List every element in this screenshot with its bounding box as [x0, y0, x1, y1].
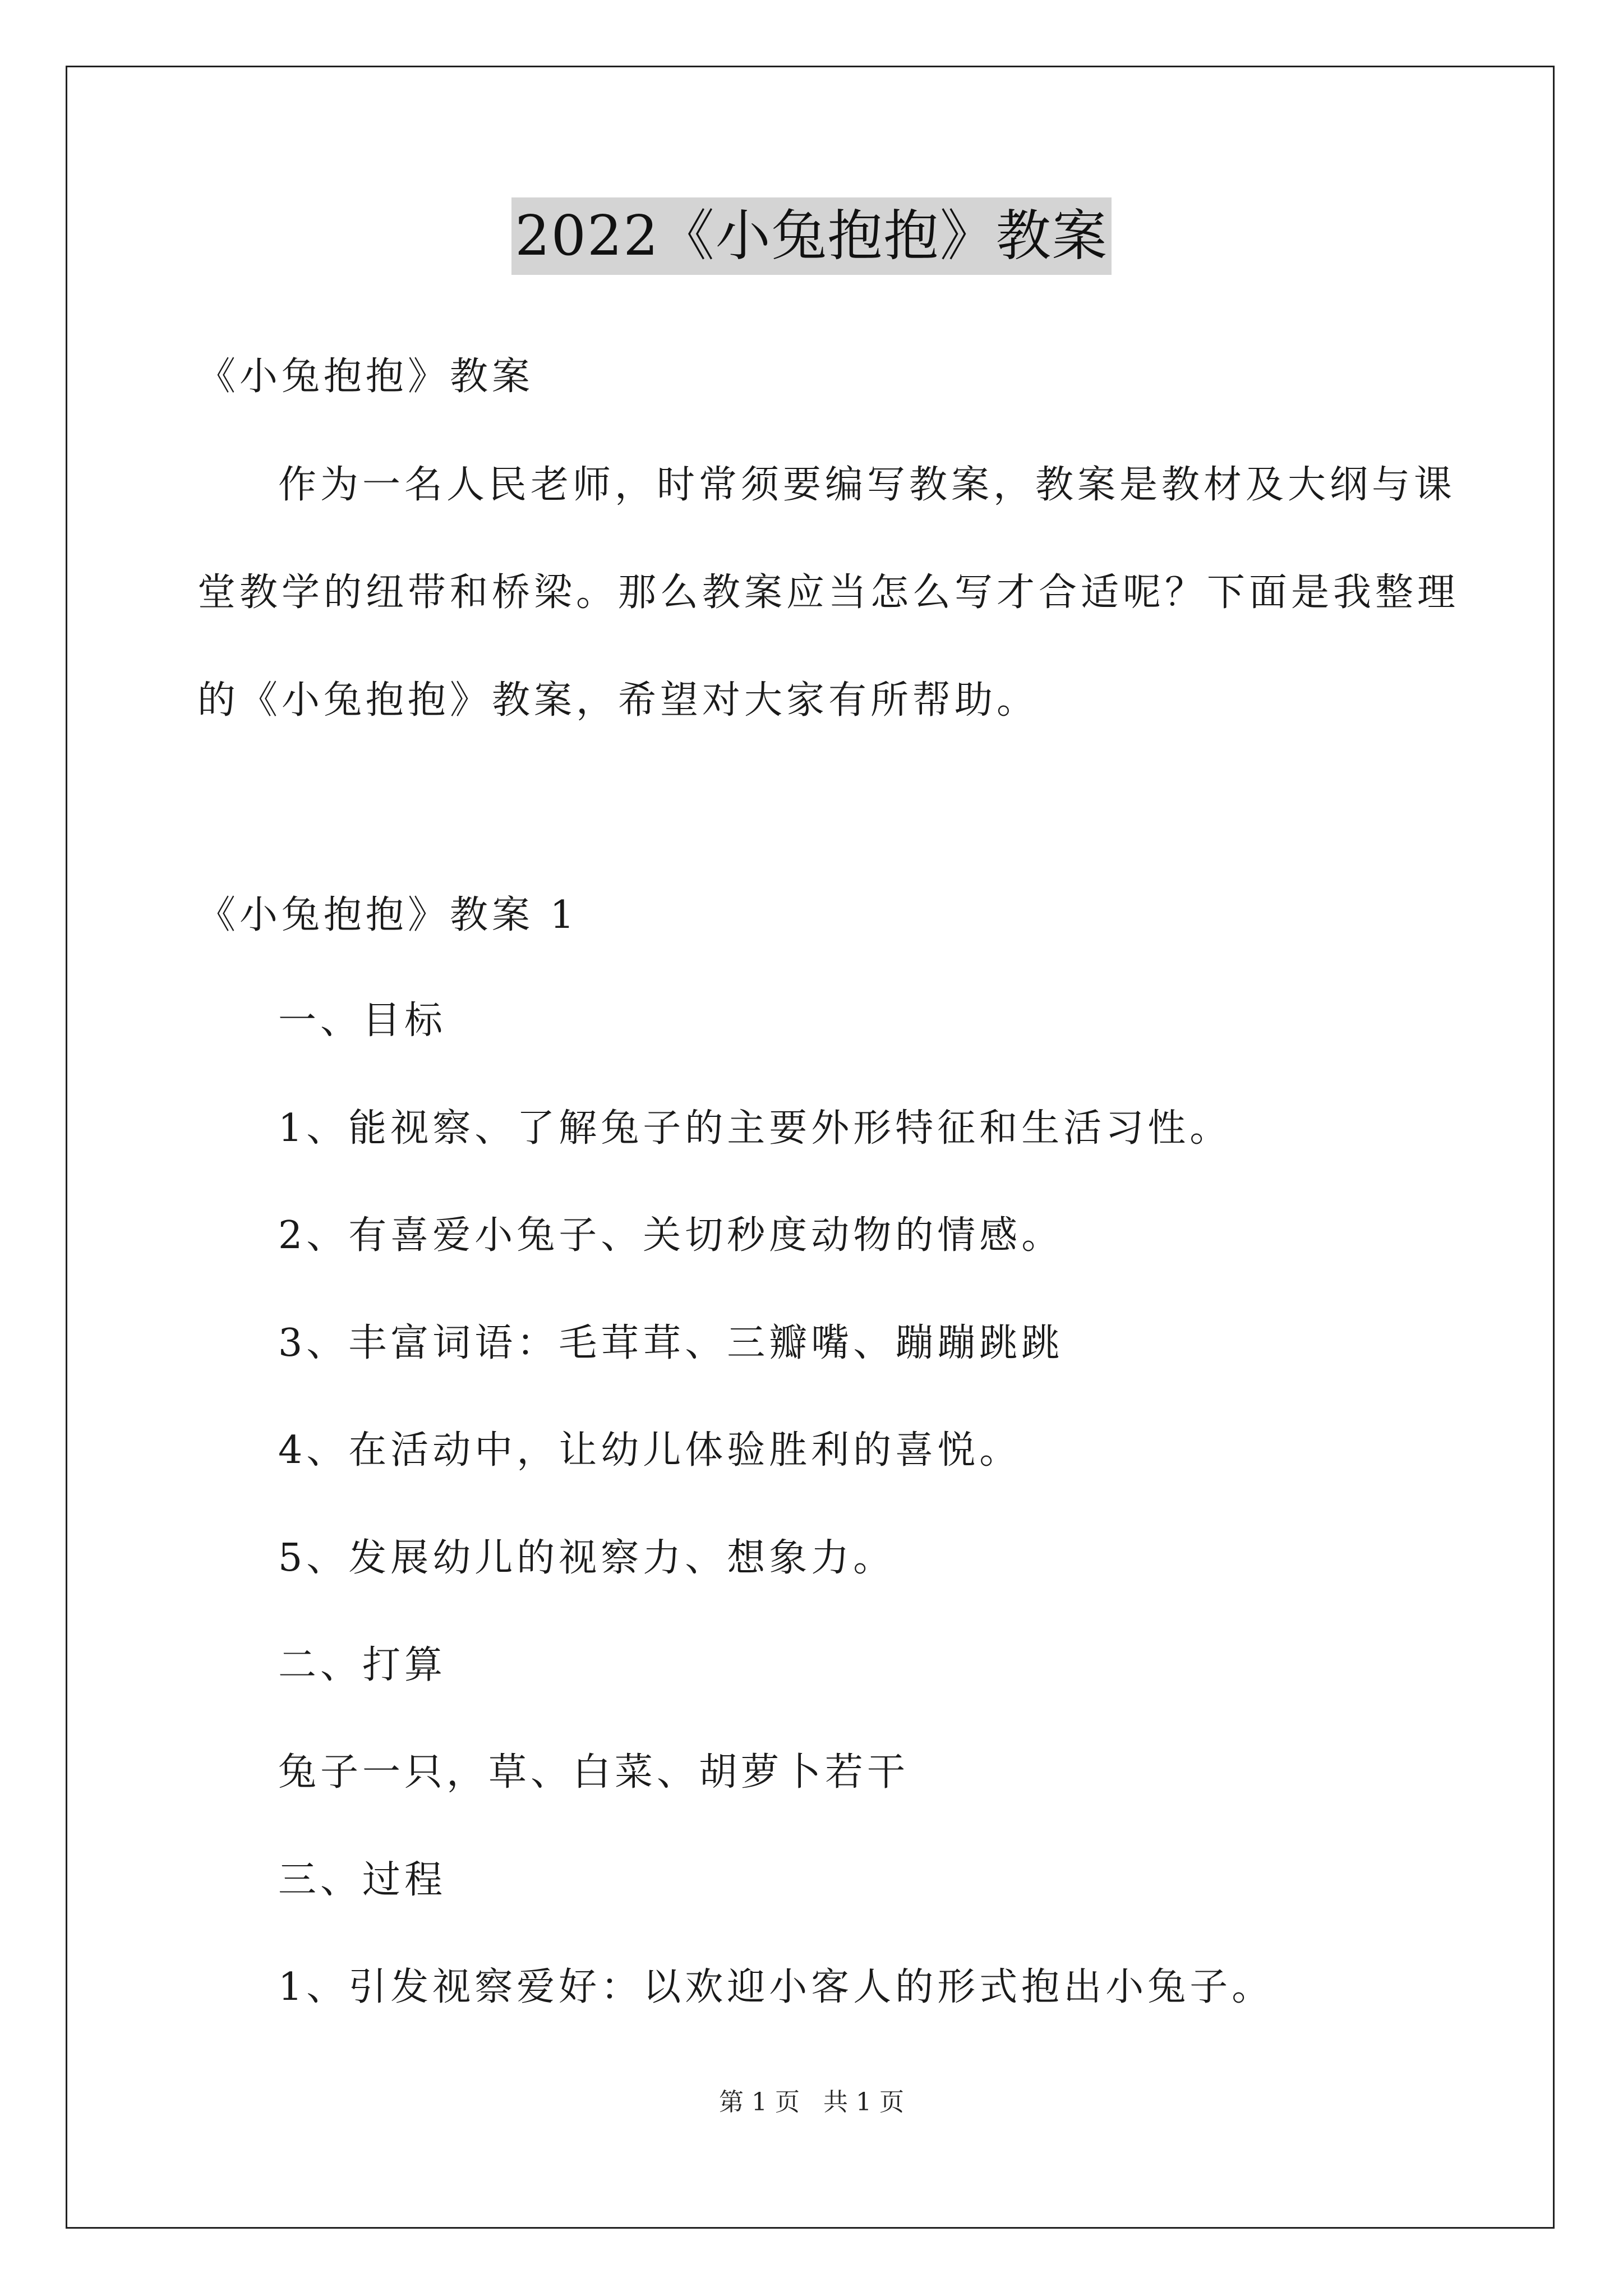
title-container — [0, 197, 1623, 275]
goal-item-4: 4、在活动中，让幼儿体验胜利的喜悦。 — [278, 1428, 1022, 1473]
page-number-total: 共 1 页 — [823, 2088, 904, 2116]
preparation-item: 兔子一只，草、白菜、胡萝卜若干 — [278, 1750, 910, 1795]
document-subtitle: 《小兔抱抱》教案 — [197, 355, 534, 399]
document-title: 2022《小兔抱抱》教案 — [511, 197, 1111, 275]
page-footer — [0, 2087, 1623, 2118]
section-heading: 《小兔抱抱》教案 1 — [197, 893, 578, 937]
heading-process: 三、过程 — [278, 1858, 447, 1902]
goal-item-3: 3、丰富词语：毛茸茸、三瓣嘴、蹦蹦跳跳 — [278, 1321, 1064, 1365]
goal-item-5: 5、发展幼儿的视察力、想象力。 — [278, 1536, 896, 1580]
intro-line-1: 作为一名人民老师，时常须要编写教案，教案是教材及大纲与课 — [278, 463, 1456, 507]
intro-line-2: 堂教学的纽带和桥梁。那么教案应当怎么写才合适呢？下面是我整理 — [197, 570, 1460, 615]
intro-line-3: 的《小兔抱抱》教案，希望对大家有所帮助。 — [197, 678, 1039, 723]
page-number-current: 第 1 页 — [719, 2088, 800, 2116]
heading-preparation: 二、打算 — [278, 1643, 447, 1687]
heading-goals: 一、目标 — [278, 999, 447, 1043]
process-item-1: 1、引发视察爱好：以欢迎小客人的形式抱出小兔子。 — [278, 1965, 1274, 2009]
goal-item-2: 2、有喜爱小兔子、关切秒度动物的情感。 — [278, 1213, 1064, 1258]
goal-item-1: 1、能视察、了解兔子的主要外形特征和生活习性。 — [278, 1106, 1232, 1151]
